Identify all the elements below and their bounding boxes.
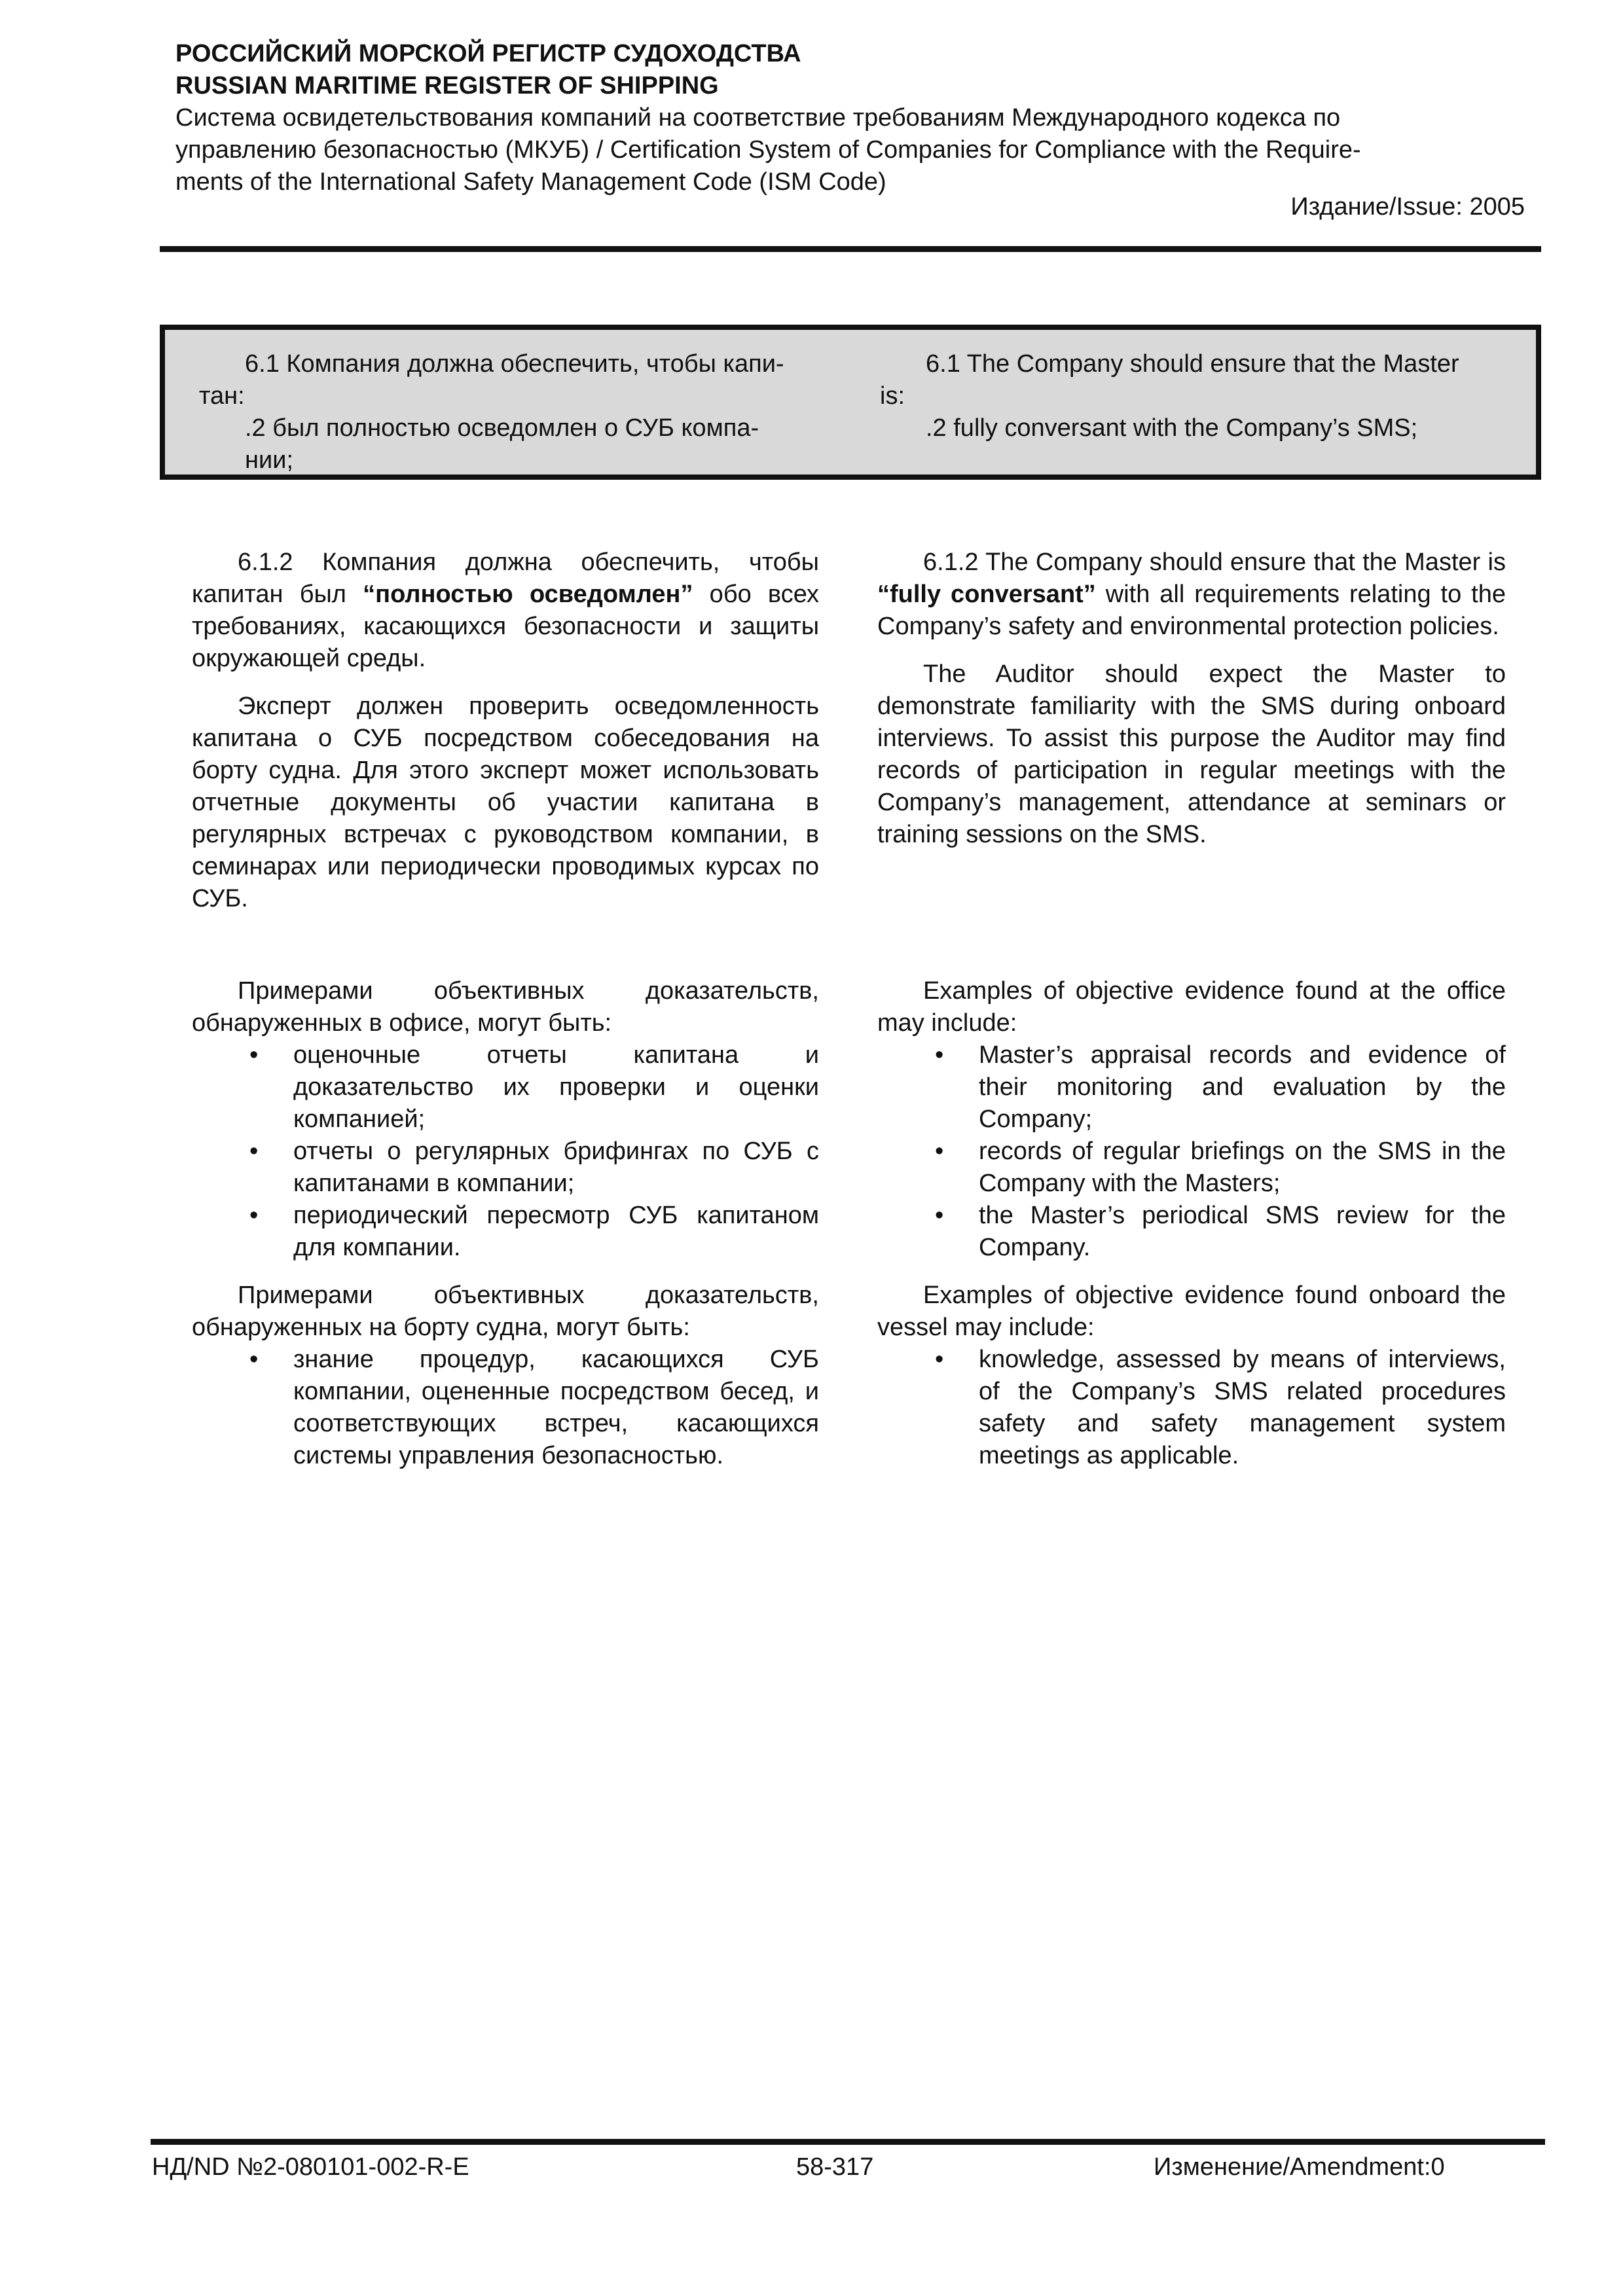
- requirement-ru: [199, 348, 847, 476]
- en-onboard-evidence-list: [877, 1344, 1506, 1472]
- ru-p1-text-end: обо всех требованиях, касающихся безопасности и защиты окружающей среды.: [192, 581, 819, 672]
- requirement-en: [880, 348, 1515, 444]
- list-item: [877, 1200, 1506, 1264]
- en-p1-text: 6.1.2 The Company should ensure that the Master is: [923, 548, 1506, 576]
- en-p1-emphasis: “fully conversant”: [877, 581, 1096, 608]
- page-number: 58-317: [796, 2153, 874, 2181]
- en-paragraph-2: The Auditor should expect the Master to demonstrate familiarity with the SMS during onboard interviews. To assist this purpose the Auditor may find records of participation in regular meetings with the Company’s management, attendance at seminars or training sessions on the SMS.: [877, 660, 1506, 848]
- ru-p1-text: 6.1.2 Компания должна обеспечить, чтобы капитан был: [192, 548, 819, 608]
- list-item: [192, 1344, 819, 1472]
- bullet-icon: •: [249, 1041, 259, 1069]
- ru-section-2: [192, 975, 819, 1472]
- org-name-ru: РОССИЙСКИЙ МОРСКОЙ РЕГИСТР СУДОХОДСТВА: [175, 40, 801, 67]
- requirement-ru-line-1: 6.1 Компания должна обеспечить, чтобы капи-: [245, 350, 784, 378]
- en-office-evidence-list: [877, 1039, 1506, 1264]
- list-item-text: records of regular briefings on the SMS in the Company with the Masters;: [979, 1138, 1506, 1197]
- bullet-icon: •: [249, 1346, 259, 1373]
- requirement-en-line-3: .2 fully conversant with the Company’s SMS;: [926, 414, 1418, 442]
- ru-section-1: [192, 547, 819, 915]
- bullet-icon: •: [249, 1202, 259, 1229]
- issue-label: Издание/Issue: 2005: [1290, 193, 1525, 221]
- en-p1-text-end: with all requirements relating to the Company’s safety and environmental protection policies.: [877, 581, 1506, 640]
- ru-onboard-evidence-list: [192, 1344, 819, 1472]
- en-paragraph-4: Examples of objective evidence found onboard the vessel may include:: [877, 1282, 1506, 1341]
- requirement-en-line-1: 6.1 The Company should ensure that the Master: [926, 350, 1459, 378]
- document-header: [175, 38, 1524, 198]
- subtitle-line-2: управлению безопасностью (МКУБ) / Certification System of Companies for Compliance with the Require-: [175, 136, 1361, 164]
- ru-p1-emphasis: “полностью осведомлен”: [363, 581, 693, 608]
- ru-office-evidence-list: [192, 1039, 819, 1264]
- requirement-ru-line-2: тан:: [199, 382, 245, 410]
- list-item-text: знание процедур, касающихся СУБ компании, оцененные посредством бесед, и соответствующих встреч, касающихся системы управления безопасностью.: [293, 1346, 819, 1469]
- requirement-ru-line-4: нии;: [245, 446, 293, 474]
- en-section-1: [877, 547, 1506, 851]
- en-paragraph-1: [877, 547, 1506, 643]
- en-paragraph-3: Examples of objective evidence found at the office may include:: [877, 977, 1506, 1037]
- bullet-icon: •: [249, 1138, 259, 1165]
- bullet-icon: •: [935, 1041, 944, 1069]
- bullet-icon: •: [935, 1138, 944, 1165]
- ru-paragraph-1: [192, 547, 819, 675]
- footer-divider: [151, 2139, 1545, 2145]
- list-item-text: отчеты о регулярных брифингах по СУБ с капитанами в компании;: [293, 1138, 819, 1197]
- list-item: [877, 1039, 1506, 1136]
- header-divider: [160, 246, 1541, 252]
- amendment-label: Изменение/Amendment:0: [1154, 2153, 1445, 2181]
- list-item: [877, 1136, 1506, 1200]
- ru-paragraph-4: Примерами объективных доказательств, обнаруженных на борту судна, могут быть:: [192, 1282, 819, 1341]
- list-item-text: периодический пересмотр СУБ капитаном для компании.: [293, 1202, 819, 1261]
- ru-paragraph-3: Примерами объективных доказательств, обнаруженных в офисе, могут быть:: [192, 977, 819, 1037]
- org-name-en: RUSSIAN MARITIME REGISTER OF SHIPPING: [175, 72, 719, 99]
- en-section-2: [877, 975, 1506, 1472]
- requirement-ru-line-3: .2 был полностью осведомлен о СУБ компа-: [245, 414, 759, 442]
- bullet-icon: •: [935, 1202, 944, 1229]
- bullet-icon: •: [935, 1346, 944, 1373]
- list-item: [192, 1200, 819, 1264]
- list-item: [192, 1136, 819, 1200]
- subtitle-line-1: Система освидетельствования компаний на соответствие требованиям Международного кодекса по: [175, 104, 1341, 132]
- list-item-text: оценочные отчеты капитана и доказательство их проверки и оценки компанией;: [293, 1041, 819, 1133]
- list-item-text: Master’s appraisal records and evidence of their monitoring and evaluation by the Company;: [979, 1041, 1506, 1133]
- subtitle-line-3: ments of the International Safety Management Code (ISM Code): [175, 168, 886, 196]
- list-item: [192, 1039, 819, 1136]
- list-item-text: knowledge, assessed by means of interviews, of the Company’s SMS related procedures safety and safety management system meetings as applicable.: [979, 1346, 1506, 1469]
- ru-paragraph-2: Эксперт должен проверить осведомленность капитана о СУБ посредством собеседования на борту судна. Для этого эксперт может использовать отчетные документы об участии капитана в регулярных встречах с руководством компании, в семинарах или периодически проводимых курсах по СУБ.: [192, 692, 819, 912]
- requirement-en-line-2: is:: [880, 382, 905, 410]
- list-item-text: the Master’s periodical SMS review for the Company.: [979, 1202, 1506, 1261]
- requirement-box: [160, 325, 1541, 480]
- list-item: [877, 1344, 1506, 1472]
- document-number: НД/ND №2-080101-002-R-E: [152, 2153, 469, 2181]
